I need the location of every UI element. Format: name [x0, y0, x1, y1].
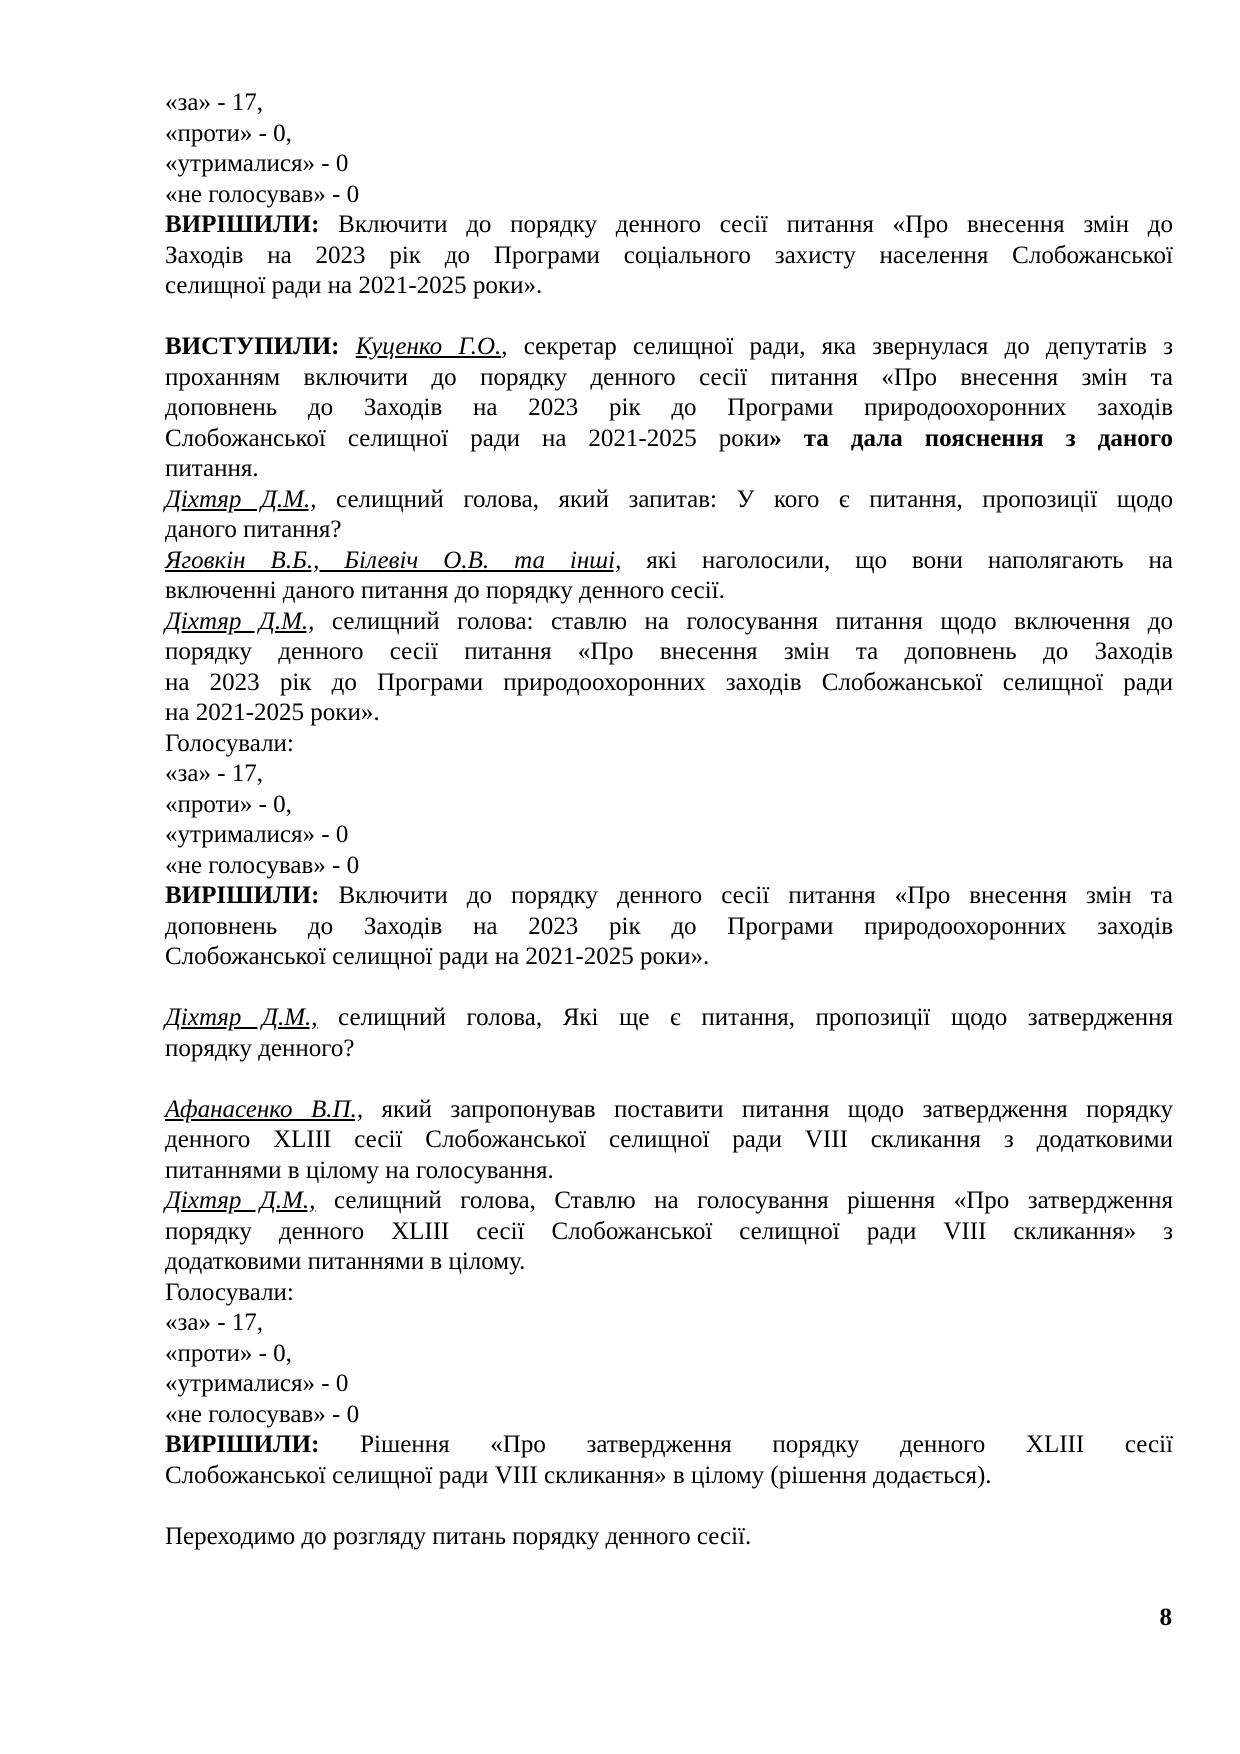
- speech-line: додатковими питаннями в цілому.: [165, 1248, 526, 1275]
- vote-abstained: «утрималися» - 0: [165, 150, 349, 177]
- speech-line: питання.: [165, 455, 259, 482]
- speech-line: [165, 332, 1173, 363]
- speech-text: селищний голова, який запитав: У кого є питання, пропозиції щодо: [316, 485, 1173, 513]
- resolution-text: Включити до порядку денного сесії питання «Про внесення змін до: [338, 211, 1174, 238]
- speech-line: на 2023 рік до Програми природоохоронних заходів Слобожанської селищної ради: [165, 668, 1173, 696]
- speech-line: денного XLIII сесії Слобожанської селищної ради VIII скликання з додатковими: [165, 1126, 1173, 1153]
- vote-not-voted: «не голосував» - 0: [165, 851, 360, 879]
- speaker-name: Діхтяр Д.М.,: [165, 1004, 318, 1031]
- vote-abstained: «утрималися» - 0: [165, 821, 349, 848]
- speech-line: [165, 1186, 1173, 1217]
- vote-against: «проти» - 0,: [165, 1339, 292, 1367]
- resolution-label: ВИРІШИЛИ:: [165, 211, 320, 238]
- speech-line: включенні даного питання до порядку денного сесії.: [165, 577, 725, 604]
- resolution-text: Включити до порядку денного сесії питання «Про внесення змін та: [338, 882, 1174, 909]
- speaker-name: Діхтяр Д.М.,: [165, 607, 315, 635]
- speech-line: [165, 546, 1173, 577]
- speech-line: проханням включити до порядку денного сесії питання «Про внесення змін та: [165, 363, 1173, 391]
- resolution-line: [165, 881, 1173, 912]
- vote-for: «за» - 17,: [165, 1309, 264, 1336]
- speaker-name: Діхтяр Д.М.,: [165, 485, 317, 513]
- speaker-name: Яговкін В.Б., Білевіч О.В. та інші,: [165, 546, 622, 574]
- resolution-text: Рішення «Про затвердження порядку денного XLIII сесії: [360, 1431, 1174, 1458]
- speaker-name: Афанасенко В.П.,: [165, 1095, 364, 1123]
- resolution-label: ВИРІШИЛИ:: [165, 1431, 320, 1458]
- resolution-line: [165, 1430, 1173, 1461]
- speech-text: селищний голова: ставлю на голосування питання щодо включення до: [314, 607, 1173, 635]
- vote-not-voted: «не голосував» - 0: [165, 1400, 360, 1428]
- speech-text: селищний голова, Які ще є питання, пропозиції щодо затвердження: [317, 1004, 1173, 1031]
- voted-heading: Голосували:: [165, 1278, 294, 1306]
- speech-line: питаннями в цілому на голосування.: [165, 1156, 554, 1184]
- speech-text: Слобожанської селищної ради на 2021-2025 роки: [165, 424, 770, 452]
- resolution-line: селищної ради на 2021-2025 роки».: [165, 272, 543, 299]
- speech-text: » та дала пояснення з даного: [769, 424, 1173, 452]
- speech-line: [165, 607, 1173, 638]
- speech-line: [165, 1003, 1173, 1034]
- resolution-line: доповнень до Заходів на 2023 рік до Програми природоохоронних заходів: [165, 912, 1173, 940]
- speech-line: порядку денного?: [165, 1034, 355, 1062]
- speech-line: доповнень до Заходів на 2023 рік до Програми природоохоронних заходів: [165, 394, 1173, 421]
- speech-text: які наголосили, що вони наполягають на: [621, 546, 1173, 574]
- page-number: 8: [1159, 1604, 1172, 1631]
- vote-against: «проти» - 0,: [165, 790, 292, 818]
- speech-line: [165, 424, 1173, 455]
- speech-line: порядку денного XLIII сесії Слобожанської селищної ради VIII скликання» з: [165, 1217, 1173, 1245]
- vote-abstained: «утрималися» - 0: [165, 1370, 349, 1397]
- speech-line: [165, 485, 1173, 516]
- speech-line: [165, 1095, 1173, 1126]
- resolution-line: Слобожанської селищної ради на 2021-2025 роки».: [165, 943, 710, 970]
- speech-line: даного питання?: [165, 516, 342, 543]
- resolution-line: [165, 210, 1173, 241]
- resolution-line: Слобожанської селищної ради VIII скликання» в цілому (рішення додається).: [165, 1461, 992, 1489]
- speech-text: селищний голова, Ставлю на голосування рішення «Про затвердження: [315, 1187, 1173, 1214]
- document-page: [165, 88, 1173, 1552]
- vote-for: «за» - 17,: [165, 760, 264, 787]
- resolution-line: Заходів на 2023 рік до Програми соціального захисту населення Слобожанської: [165, 241, 1173, 269]
- speech-text: який запропонував поставити питання щодо затвердження порядку: [363, 1095, 1173, 1123]
- speech-text: , секретар селищної ради, яка звернулася до депутатів з: [501, 333, 1174, 360]
- speech-line: на 2021-2025 роки».: [165, 699, 380, 726]
- vote-for: «за» - 17,: [165, 89, 264, 116]
- speaker-name: Куценко Г.О.: [355, 333, 502, 360]
- vote-against: «проти» - 0,: [165, 119, 292, 147]
- vote-not-voted: «не голосував» - 0: [165, 180, 360, 208]
- resolution-label: ВИРІШИЛИ:: [165, 882, 320, 909]
- speech-line: порядку денного сесії питання «Про внесення змін та доповнень до Заходів: [165, 638, 1173, 665]
- speaker-name: Діхтяр Д.М.,: [165, 1187, 316, 1214]
- speakers-label: ВИСТУПИЛИ:: [165, 333, 340, 360]
- voted-heading: Голосували:: [165, 729, 294, 757]
- closing-line: Переходимо до розгляду питань порядку денного сесії.: [165, 1522, 752, 1550]
